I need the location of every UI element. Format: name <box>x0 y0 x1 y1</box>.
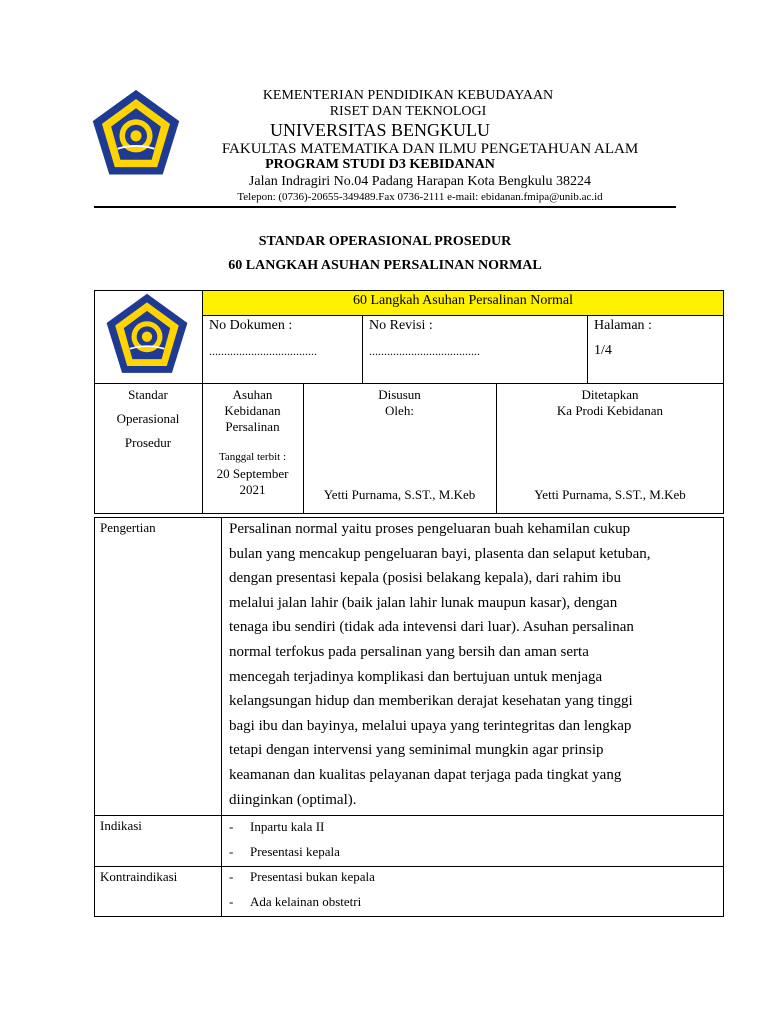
asuhan-line-3: Persalinan <box>225 419 280 434</box>
pengertian-line: diinginkan (optimal). <box>229 791 357 808</box>
pengertian-label: Pengertian <box>100 520 156 535</box>
disusun-name: Yetti Purnama, S.ST., M.Keb <box>323 487 476 502</box>
sop-label-2: Operasional <box>116 411 180 426</box>
indikasi-bullet: - <box>229 844 234 859</box>
asuhan-line-2: Kebidanan <box>224 403 281 418</box>
indikasi-item: Inpartu kala II <box>250 819 325 834</box>
university-logo <box>90 88 182 180</box>
disusun-line-2: Oleh: <box>385 403 414 418</box>
indikasi-bullet: - <box>229 819 234 834</box>
kontra-bullet: - <box>229 894 234 909</box>
pengertian-line: bulan yang mencakup pengeluaran bayi, plasenta dan selaput ketuban, <box>229 545 651 562</box>
pengertian-line: keamanan dan kualitas pelayanan dapat terjaga pada tingkat yang <box>229 766 622 783</box>
pengertian-text <box>229 517 721 812</box>
tanggal-line-1: 20 September <box>216 466 289 481</box>
ditetapkan-line-1: Ditetapkan <box>581 387 639 402</box>
sop-banner-text: 60 Langkah Asuhan Persalinan Normal <box>352 293 574 308</box>
no-dokumen-label: No Dokumen : <box>209 318 293 333</box>
kontra-bullet: - <box>229 869 234 884</box>
pengertian-line: dengan presentasi kepala (posisi belakang kepala), dari rahim ibu <box>229 570 621 587</box>
ministry-name: KEMENTERIAN PENDIDIKAN KEBUDAYAAN <box>262 88 554 103</box>
kontra-item: Ada kelainan obstetri <box>250 894 362 909</box>
halaman-value: 1/4 <box>594 343 612 358</box>
ditetapkan-line-2: Ka Prodi Kebidanan <box>556 403 664 418</box>
sop-label-3: Prosedur <box>124 435 172 450</box>
no-revisi-label: No Revisi : <box>369 318 433 333</box>
kontraindikasi-label: Kontraindikasi <box>100 869 178 884</box>
program-name: PROGRAM STUDI D3 KEBIDANAN <box>265 157 495 172</box>
document-title: STANDAR OPERASIONAL PROSEDUR <box>258 234 512 249</box>
pengertian-line: tetapi dengan intervensi yang seminimal mungkin agar prinsip <box>229 742 604 759</box>
disusun-line-1: Disusun <box>378 387 421 402</box>
contact: Telepon: (0736)-20655-349489.Fax 0736-2111 e-mail: ebidanan.fmipa@unib.ac.id <box>237 191 603 203</box>
kontra-item: Presentasi bukan kepala <box>250 869 375 884</box>
sop-label-1: Standar <box>128 387 168 402</box>
pengertian-line: bagi ibu dan bayinya, melalui upaya yang terintegritas dan lengkap <box>229 717 632 734</box>
no-revisi-value: ..................................... <box>369 344 480 358</box>
faculty-name: FAKULTAS MATEMATIKA DAN ILMU PENGETAHUAN ALAM <box>221 141 639 157</box>
university-name: UNIVERSITAS BENGKULU <box>269 120 491 140</box>
halaman-label: Halaman : <box>594 318 652 333</box>
asuhan-line-1: Asuhan <box>232 387 273 402</box>
document-subtitle: 60 LANGKAH ASUHAN PERSALINAN NORMAL <box>228 258 542 273</box>
letterhead-divider <box>94 206 676 208</box>
sop-banner <box>203 291 723 315</box>
pengertian-line: mencegah terjadinya komplikasi dan bertujuan untuk menjaga <box>229 668 603 685</box>
pengertian-line: melalui jalan lahir (baik jalan lahir lunak maupun kasar), dengan <box>229 594 618 611</box>
table-logo <box>103 292 191 378</box>
tanggal-label: Tanggal terbit : <box>218 451 287 463</box>
address: Jalan Indragiri No.04 Padang Harapan Kota Bengkulu 38224 <box>248 174 592 189</box>
pengertian-line: normal terfokus pada persalinan yang bersih dan aman serta <box>229 643 589 660</box>
no-dokumen-value: .................................... <box>209 344 317 358</box>
indikasi-label: Indikasi <box>100 818 142 833</box>
pengertian-line: tenaga ibu sendiri (tidak ada intevensi dari luar). Asuhan persalinan <box>229 619 634 636</box>
ministry-subname: RISET DAN TEKNOLOGI <box>329 104 487 119</box>
indikasi-item: Presentasi kepala <box>250 844 340 859</box>
tanggal-line-2: 2021 <box>239 482 266 497</box>
ditetapkan-name: Yetti Purnama, S.ST., M.Keb <box>534 487 686 502</box>
pengertian-line: Persalinan normal yaitu proses pengeluaran buah kehamilan cukup <box>229 521 631 537</box>
pengertian-line: kelangsungan hidup dan memberikan derajat kesehatan yang tinggi <box>229 693 633 710</box>
